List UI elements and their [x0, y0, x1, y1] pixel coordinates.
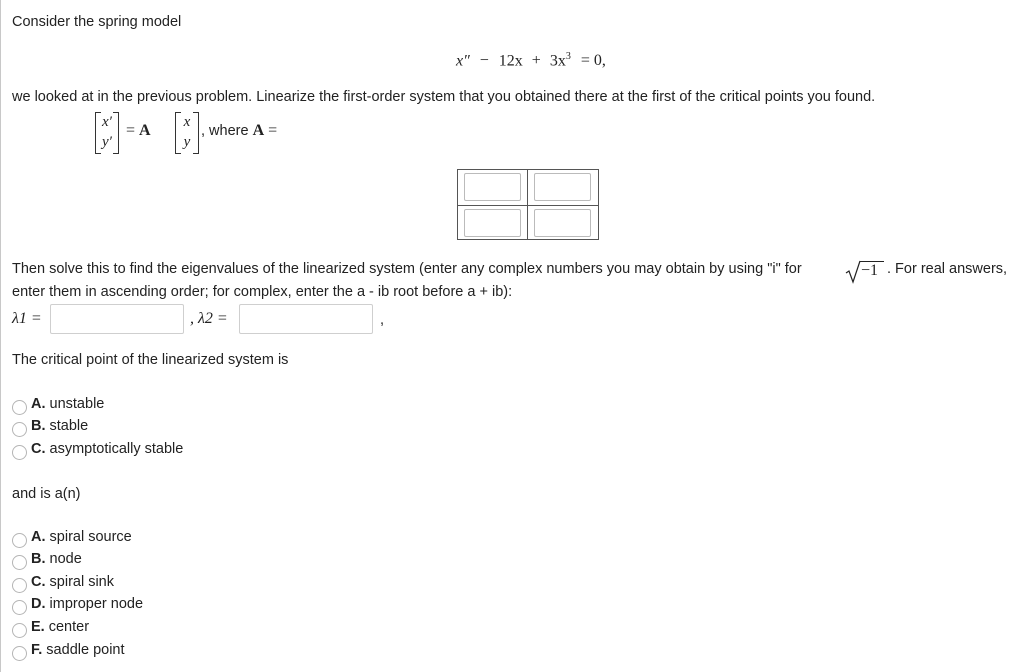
lambda2-label: , λ2 = — [190, 310, 228, 327]
matrix-input-grid — [457, 169, 599, 240]
lhs-vector — [95, 112, 119, 154]
lhs-vector-top: x′ — [102, 114, 112, 130]
instruction-text: we looked at in the previous problem. Linearize the first-order system that you obtained there at the first of the critical points you found. — [12, 89, 876, 105]
eq-term-c: 3x — [549, 52, 566, 70]
matrix-a12-input[interactable] — [534, 173, 591, 201]
lhs-vector-bottom: y′ — [102, 134, 112, 150]
matrix-a11-input[interactable] — [464, 173, 521, 201]
lambda1-label: λ1 = — [12, 310, 42, 327]
eq-minus: − — [479, 52, 489, 70]
stability-question: The critical point of the linearized system is — [12, 352, 289, 368]
matrix-a21-input[interactable] — [464, 209, 521, 237]
lambda1-input[interactable] — [50, 304, 184, 334]
rhs-vector — [175, 112, 199, 154]
intro-text: Consider the spring model — [12, 14, 182, 30]
eq-plus: + — [531, 52, 541, 70]
eq-rhs: = 0, — [580, 52, 606, 70]
type-option-b-label[interactable]: B. node — [31, 551, 82, 567]
type-option-b-radio[interactable] — [12, 555, 27, 570]
stability-option-c-label[interactable]: C. asymptotically stable — [31, 441, 184, 457]
eigen-instruction-line1-end: . For real answers, — [887, 261, 1008, 277]
radical-icon — [845, 258, 861, 284]
eq-lhs: x″ — [456, 52, 470, 70]
rhs-vector-bottom: y — [183, 134, 191, 150]
stability-option-a-radio[interactable] — [12, 400, 27, 415]
sqrt-minus-one — [845, 258, 885, 284]
system-equals — [126, 122, 151, 140]
type-option-a-radio[interactable] — [12, 533, 27, 548]
type-option-e-radio[interactable] — [12, 623, 27, 638]
type-option-f-label[interactable]: F. saddle point — [31, 642, 125, 658]
matrix-a22-input[interactable] — [534, 209, 591, 237]
eigen-instruction-line1: Then solve this to find the eigenvalues of the linearized system (enter any complex numbers you may obtain by using "i" for — [12, 261, 802, 277]
stability-option-c-radio[interactable] — [12, 445, 27, 460]
where-label: , where — [201, 123, 253, 139]
where-equals: = — [264, 122, 278, 139]
where-clause — [201, 122, 277, 140]
lambda-trailing-comma: , — [380, 312, 385, 328]
where-symbol: A — [252, 122, 265, 139]
type-option-d-radio[interactable] — [12, 600, 27, 615]
type-option-f-radio[interactable] — [12, 646, 27, 661]
lambda2-input[interactable] — [239, 304, 373, 334]
sqrt-value: −1 — [861, 262, 879, 279]
eigen-instruction-line2: enter them in ascending order; for complex, enter the a - ib root before a + ib): — [12, 284, 513, 300]
stability-option-a-label[interactable]: A. unstable — [31, 396, 105, 412]
matrix-symbol: A — [139, 122, 151, 139]
stability-option-b-label[interactable]: B. stable — [31, 418, 89, 434]
type-option-d-label[interactable]: D. improper node — [31, 596, 144, 612]
left-border — [0, 0, 1, 672]
type-option-a-label[interactable]: A. spiral source — [31, 529, 132, 545]
stability-option-b-radio[interactable] — [12, 422, 27, 437]
type-option-c-label[interactable]: C. spiral sink — [31, 574, 114, 590]
eq-exponent: 3 — [565, 51, 571, 62]
type-question: and is a(n) — [12, 486, 81, 502]
spring-equation — [456, 51, 606, 70]
rhs-vector-top: x — [183, 114, 191, 130]
eq-term-b: 12x — [498, 52, 523, 70]
type-option-c-radio[interactable] — [12, 578, 27, 593]
type-option-e-label[interactable]: E. center — [31, 619, 90, 635]
equals-sign: = — [126, 122, 140, 139]
